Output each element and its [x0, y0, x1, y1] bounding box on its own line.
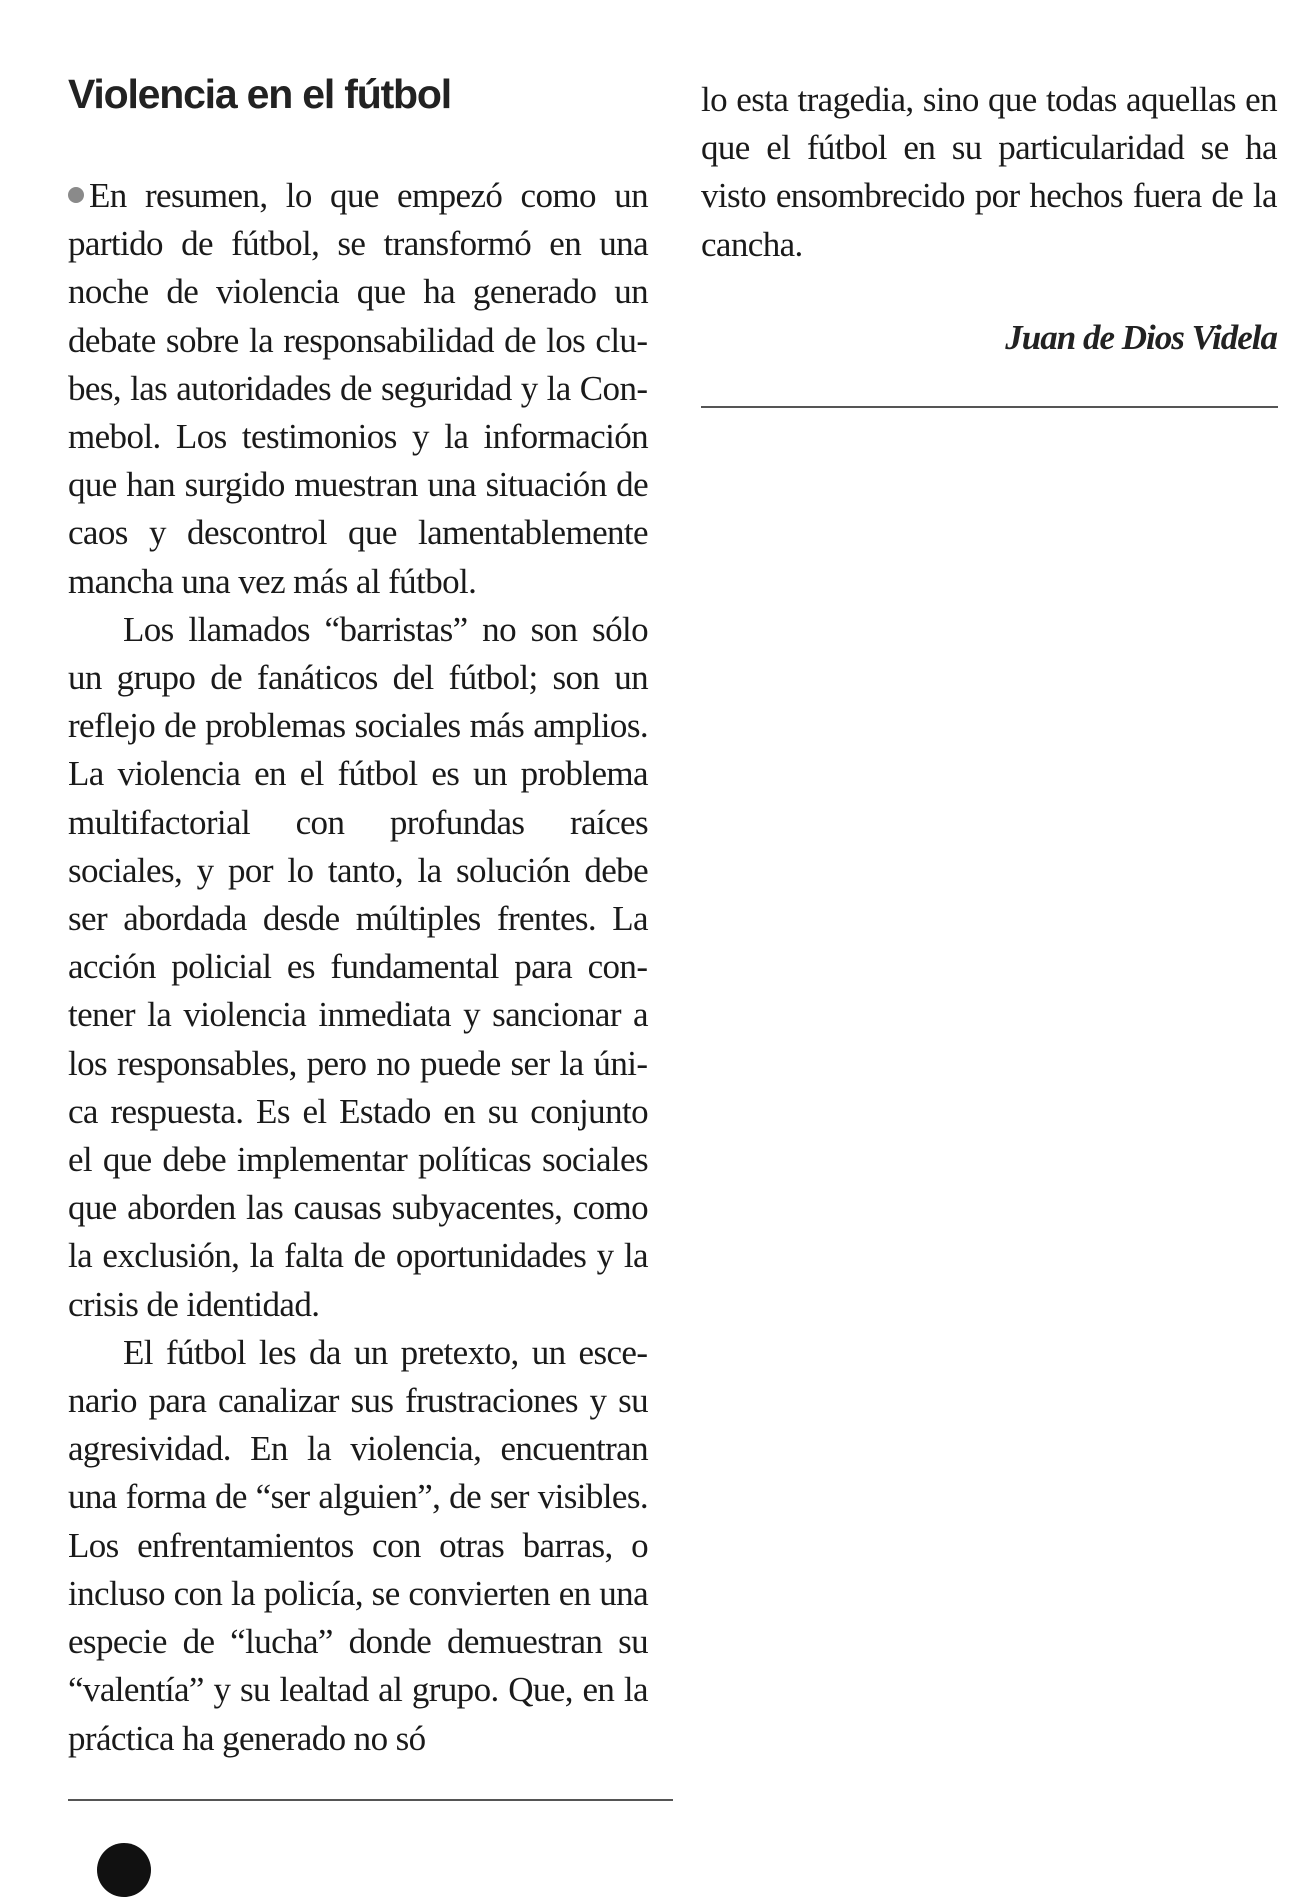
author-byline: Juan de Dios Videla [1005, 318, 1277, 357]
paragraph-4: lo esta tragedia, sino que todas aquellas en que el fútbol en su particularidad se ha visto ensombrecido por hechos fuera de la cancha. [701, 80, 1277, 264]
divider-rule-left [68, 1799, 673, 1801]
paragraph-2: Los llamados “barristas” no son sólo un grupo de fanáticos del fútbol; son un reflejo de problemas sociales más amplios. La violencia en el fútbol es un problema multifactorial con profundas raíces sociales, y por lo tanto, la solución debe ser abordada desde múltiples frentes. La acción policial es fundamental para contener la violencia inmediata y sancionar a los responsables, pero no puede ser la única respuesta. Es el Estado en su conjunto el que debe implementar políticas sociales que aborden las causas subyacentes, como la exclusión, la falta de oportunidades y la crisis de identidad. [68, 609, 648, 1324]
circle-icon [97, 1843, 151, 1897]
paragraph-3: El fútbol les da un pretexto, un escenario para canalizar sus frustraciones y su agresividad. En la violencia, encuentran una forma de “ser alguien”, de ser visibles. Los enfrentamientos con otras barras, o incluso con la policía, se convierten en una especie de “lucha” donde demuestran su “valentía” y su lealtad al grupo. Que, en la práctica ha generado no só [68, 1332, 648, 1758]
paragraph-1 [68, 172, 648, 606]
paragraph-1-text: En resumen, lo que empezó como un partido de fútbol, se transformó en una noche de violencia que ha generado un debate sobre la responsabilidad de los clubes, las autoridades de seguridad y la Conmebol. Los testimonios y la información que han surgido muestran una situación de caos y descontrol que lamentablemente mancha una vez más al fútbol. [68, 176, 648, 601]
article-headline: Violencia en el fútbol [68, 71, 451, 117]
bullet-icon [68, 187, 84, 203]
article-left-column [68, 172, 648, 1763]
divider-rule-right [701, 406, 1278, 408]
article-right-column [701, 76, 1277, 269]
